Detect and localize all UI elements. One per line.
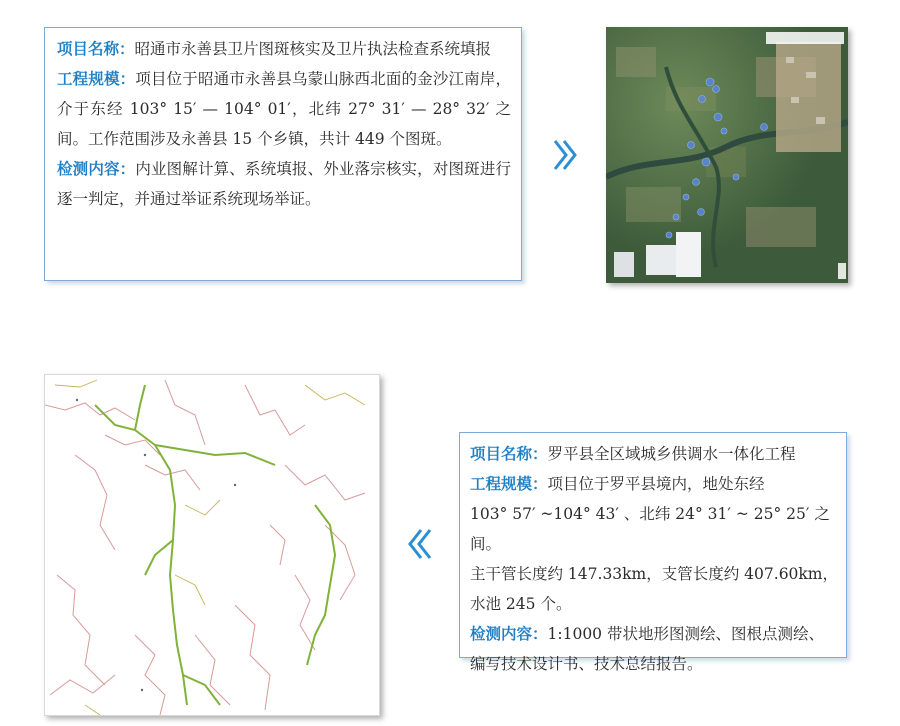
pipeline-map xyxy=(44,374,380,716)
project1-card xyxy=(44,27,522,281)
project2-content-text1: 1:1000 带状地形图测绘、图根点测绘、 xyxy=(547,625,824,643)
project2-name-para xyxy=(470,439,840,469)
project2-content-line2: 编写技术设计书、技术总结报告。 xyxy=(470,655,703,673)
project1-name-label: 项目名称： xyxy=(57,40,135,58)
project1-scale: 项目位于昭通市永善县乌蒙山脉西北面的金沙江南岸，介于东经 103° 15′ — 104° 01′，北纬 27° 31′ — 28° 32′ 之间。工作范围涉及永善县 15 个乡镇，共计 449 个图斑。 xyxy=(57,70,511,148)
project1-content: 内业图解计算、系统填报、外业落宗核实，对图斑进行逐一判定，并通过举证系统现场举证。 xyxy=(57,160,511,208)
project1-scale-para xyxy=(57,64,511,154)
project2-card xyxy=(459,432,847,673)
project2-scale-label: 工程规模： xyxy=(470,475,548,493)
project2-content-label: 检测内容： xyxy=(470,625,548,643)
project2-content-line1 xyxy=(470,619,840,649)
project1-scale-label: 工程规模： xyxy=(57,70,136,88)
project1-content-label: 检测内容： xyxy=(57,160,136,178)
project2-name: 罗平县全区域城乡供调水一体化工程 xyxy=(547,445,796,463)
project2-scale-line1 xyxy=(470,469,840,499)
satellite-image xyxy=(606,27,848,283)
project2-name-label: 项目名称： xyxy=(470,445,548,463)
project1-name: 昭通市永善县卫片图斑核实及卫片执法检查系统填报 xyxy=(134,40,492,58)
double-chevron-left-icon xyxy=(404,527,434,561)
project2-scale-text1: 项目位于罗平县境内，地处东经 xyxy=(547,475,765,493)
project2-scale-line3: 主干管长度约 147.33km，支管长度约 407.60km， xyxy=(470,565,839,583)
project2-scale-line2: 103° 57′ ~104° 43′ 、北纬 24° 31′ ~ 25° 25′ 之间。 xyxy=(470,505,830,553)
double-chevron-right-icon xyxy=(551,138,581,172)
project1-name-para xyxy=(57,34,511,64)
project1-content-para xyxy=(57,154,511,214)
project2-scale-line4: 水池 245 个。 xyxy=(470,595,572,613)
